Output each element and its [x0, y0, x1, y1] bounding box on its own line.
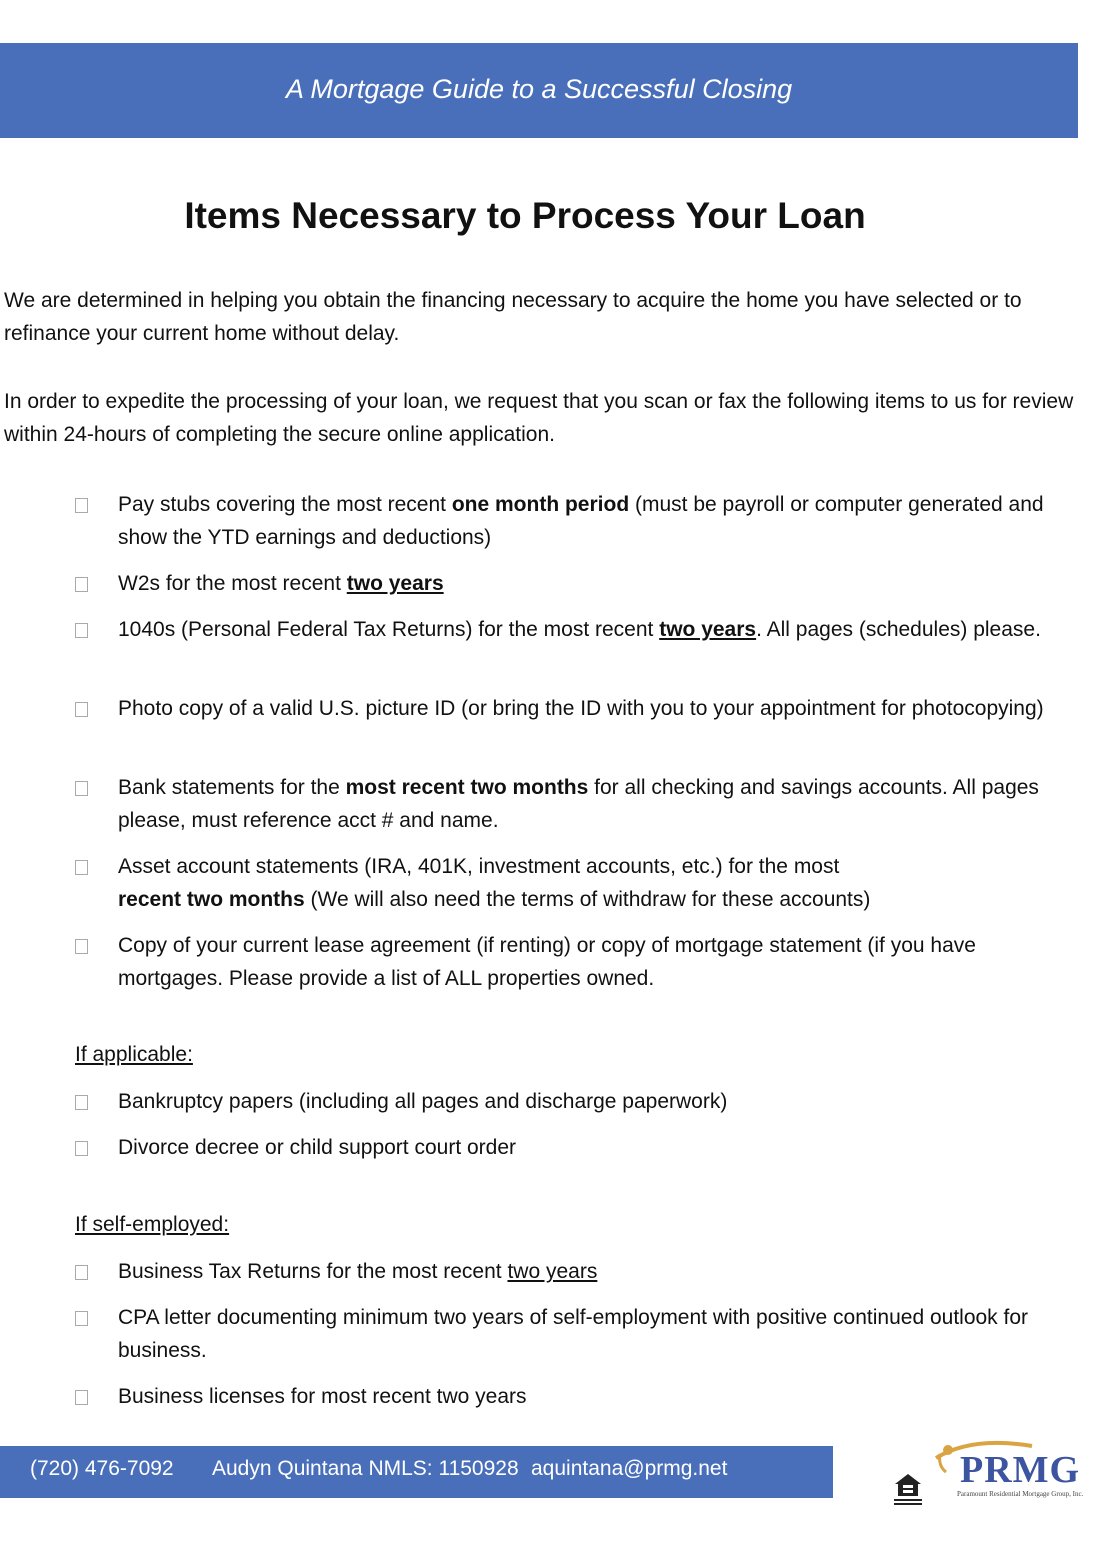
checkbox-pay-stubs[interactable]: [75, 498, 88, 513]
prmg-logo-subtitle: Paramount Residential Mortgage Group, Inc.: [957, 1490, 1084, 1498]
item-text: Copy of your current lease agreement (if renting) or copy of mortgage statement (if you have mortgages. Please provide a list of ALL properties owned.: [118, 934, 976, 990]
item-cpa-letter: CPA letter documenting minimum two years of self-employment with positive continued outlook for business.: [118, 1306, 1029, 1362]
checkbox-tax-returns[interactable]: [75, 623, 88, 638]
checkbox-lease[interactable]: [75, 939, 88, 954]
item-licenses: Business licenses for most recent two years: [118, 1385, 527, 1408]
item-w2s: [118, 567, 1078, 600]
item-emphasis: recent two months: [118, 888, 305, 911]
page-title: Items Necessary to Process Your Loan: [184, 195, 866, 236]
checkbox-photo-id[interactable]: [75, 702, 88, 717]
checkbox-business-tax[interactable]: [75, 1265, 88, 1280]
checkbox-bankruptcy[interactable]: [75, 1095, 88, 1110]
item-text: Bank statements for the: [118, 776, 346, 799]
item-asset-statements: [118, 850, 1078, 916]
checkbox-asset-statements[interactable]: [75, 860, 88, 875]
checkbox-divorce[interactable]: [75, 1141, 88, 1156]
item-text: Photo copy of a valid U.S. picture ID (or bring the ID with you to your appointment for photocopying): [118, 697, 1044, 720]
footer-email[interactable]: aquintana@prmg.net: [531, 1457, 728, 1480]
item-divorce: Divorce decree or child support court order: [118, 1136, 517, 1159]
item-emphasis: two years: [659, 618, 757, 641]
checkbox-w2s[interactable]: [75, 577, 88, 592]
prmg-logo-text: PRMG: [960, 1449, 1081, 1491]
item-photo-id: [118, 692, 1078, 725]
footer-bar: [0, 1446, 833, 1498]
item-pay-stubs: [118, 488, 1078, 554]
footer-phone: (720) 476-7092: [30, 1457, 174, 1480]
item-text: (must be payroll or computer generated and show the YTD earnings and deductions): [118, 493, 1044, 549]
item-emphasis: two years: [346, 572, 444, 595]
checkbox-bank-statements[interactable]: [75, 781, 88, 796]
item-text: (We will also need the terms of withdraw for these accounts): [304, 888, 871, 911]
item-text: Business Tax Returns for the most recent: [118, 1260, 508, 1283]
item-text: W2s for the most recent: [118, 572, 347, 595]
item-emphasis: one month period: [451, 493, 630, 516]
item-emphasis: two years: [507, 1260, 598, 1283]
checkbox-cpa-letter[interactable]: [75, 1311, 88, 1326]
item-business-tax: [118, 1255, 1078, 1288]
item-emphasis: most recent two months: [345, 776, 589, 799]
item-text: Pay stubs covering the most recent: [118, 493, 452, 516]
intro-paragraph-1: We are determined in helping you obtain the financing necessary to acquire the home you have selected or to refinance your current home without delay.: [4, 289, 1022, 345]
item-tax-returns: [118, 613, 1078, 646]
item-text: . All pages (schedules) please.: [756, 618, 1041, 641]
banner-title: A Mortgage Guide to a Successful Closing: [285, 74, 793, 104]
item-bank-statements: [118, 771, 1078, 837]
item-text: 1040s (Personal Federal Tax Returns) for the most recent: [118, 618, 660, 641]
item-lease: [118, 929, 1078, 995]
checkbox-licenses[interactable]: [75, 1390, 88, 1405]
header-banner: [0, 43, 1078, 138]
item-text: for all checking and savings accounts. All pages please, must reference acct # and name.: [118, 776, 1039, 832]
item-bankruptcy: Bankruptcy papers (including all pages and discharge paperwork): [118, 1090, 728, 1113]
section-heading-if-applicable: If applicable:: [75, 1043, 193, 1066]
section-heading-self-employed: If self-employed:: [75, 1213, 230, 1236]
footer-name-nmls: Audyn Quintana NMLS: 1150928: [212, 1457, 519, 1480]
equal-housing-lender-icon: [893, 1472, 923, 1508]
intro-paragraph-2: In order to expedite the processing of your loan, we request that you scan or fax the following items to us for review within 24-hours of completing the secure online application.: [4, 390, 1074, 446]
item-text: Asset account statements (IRA, 401K, investment accounts, etc.) for the most: [118, 855, 840, 878]
